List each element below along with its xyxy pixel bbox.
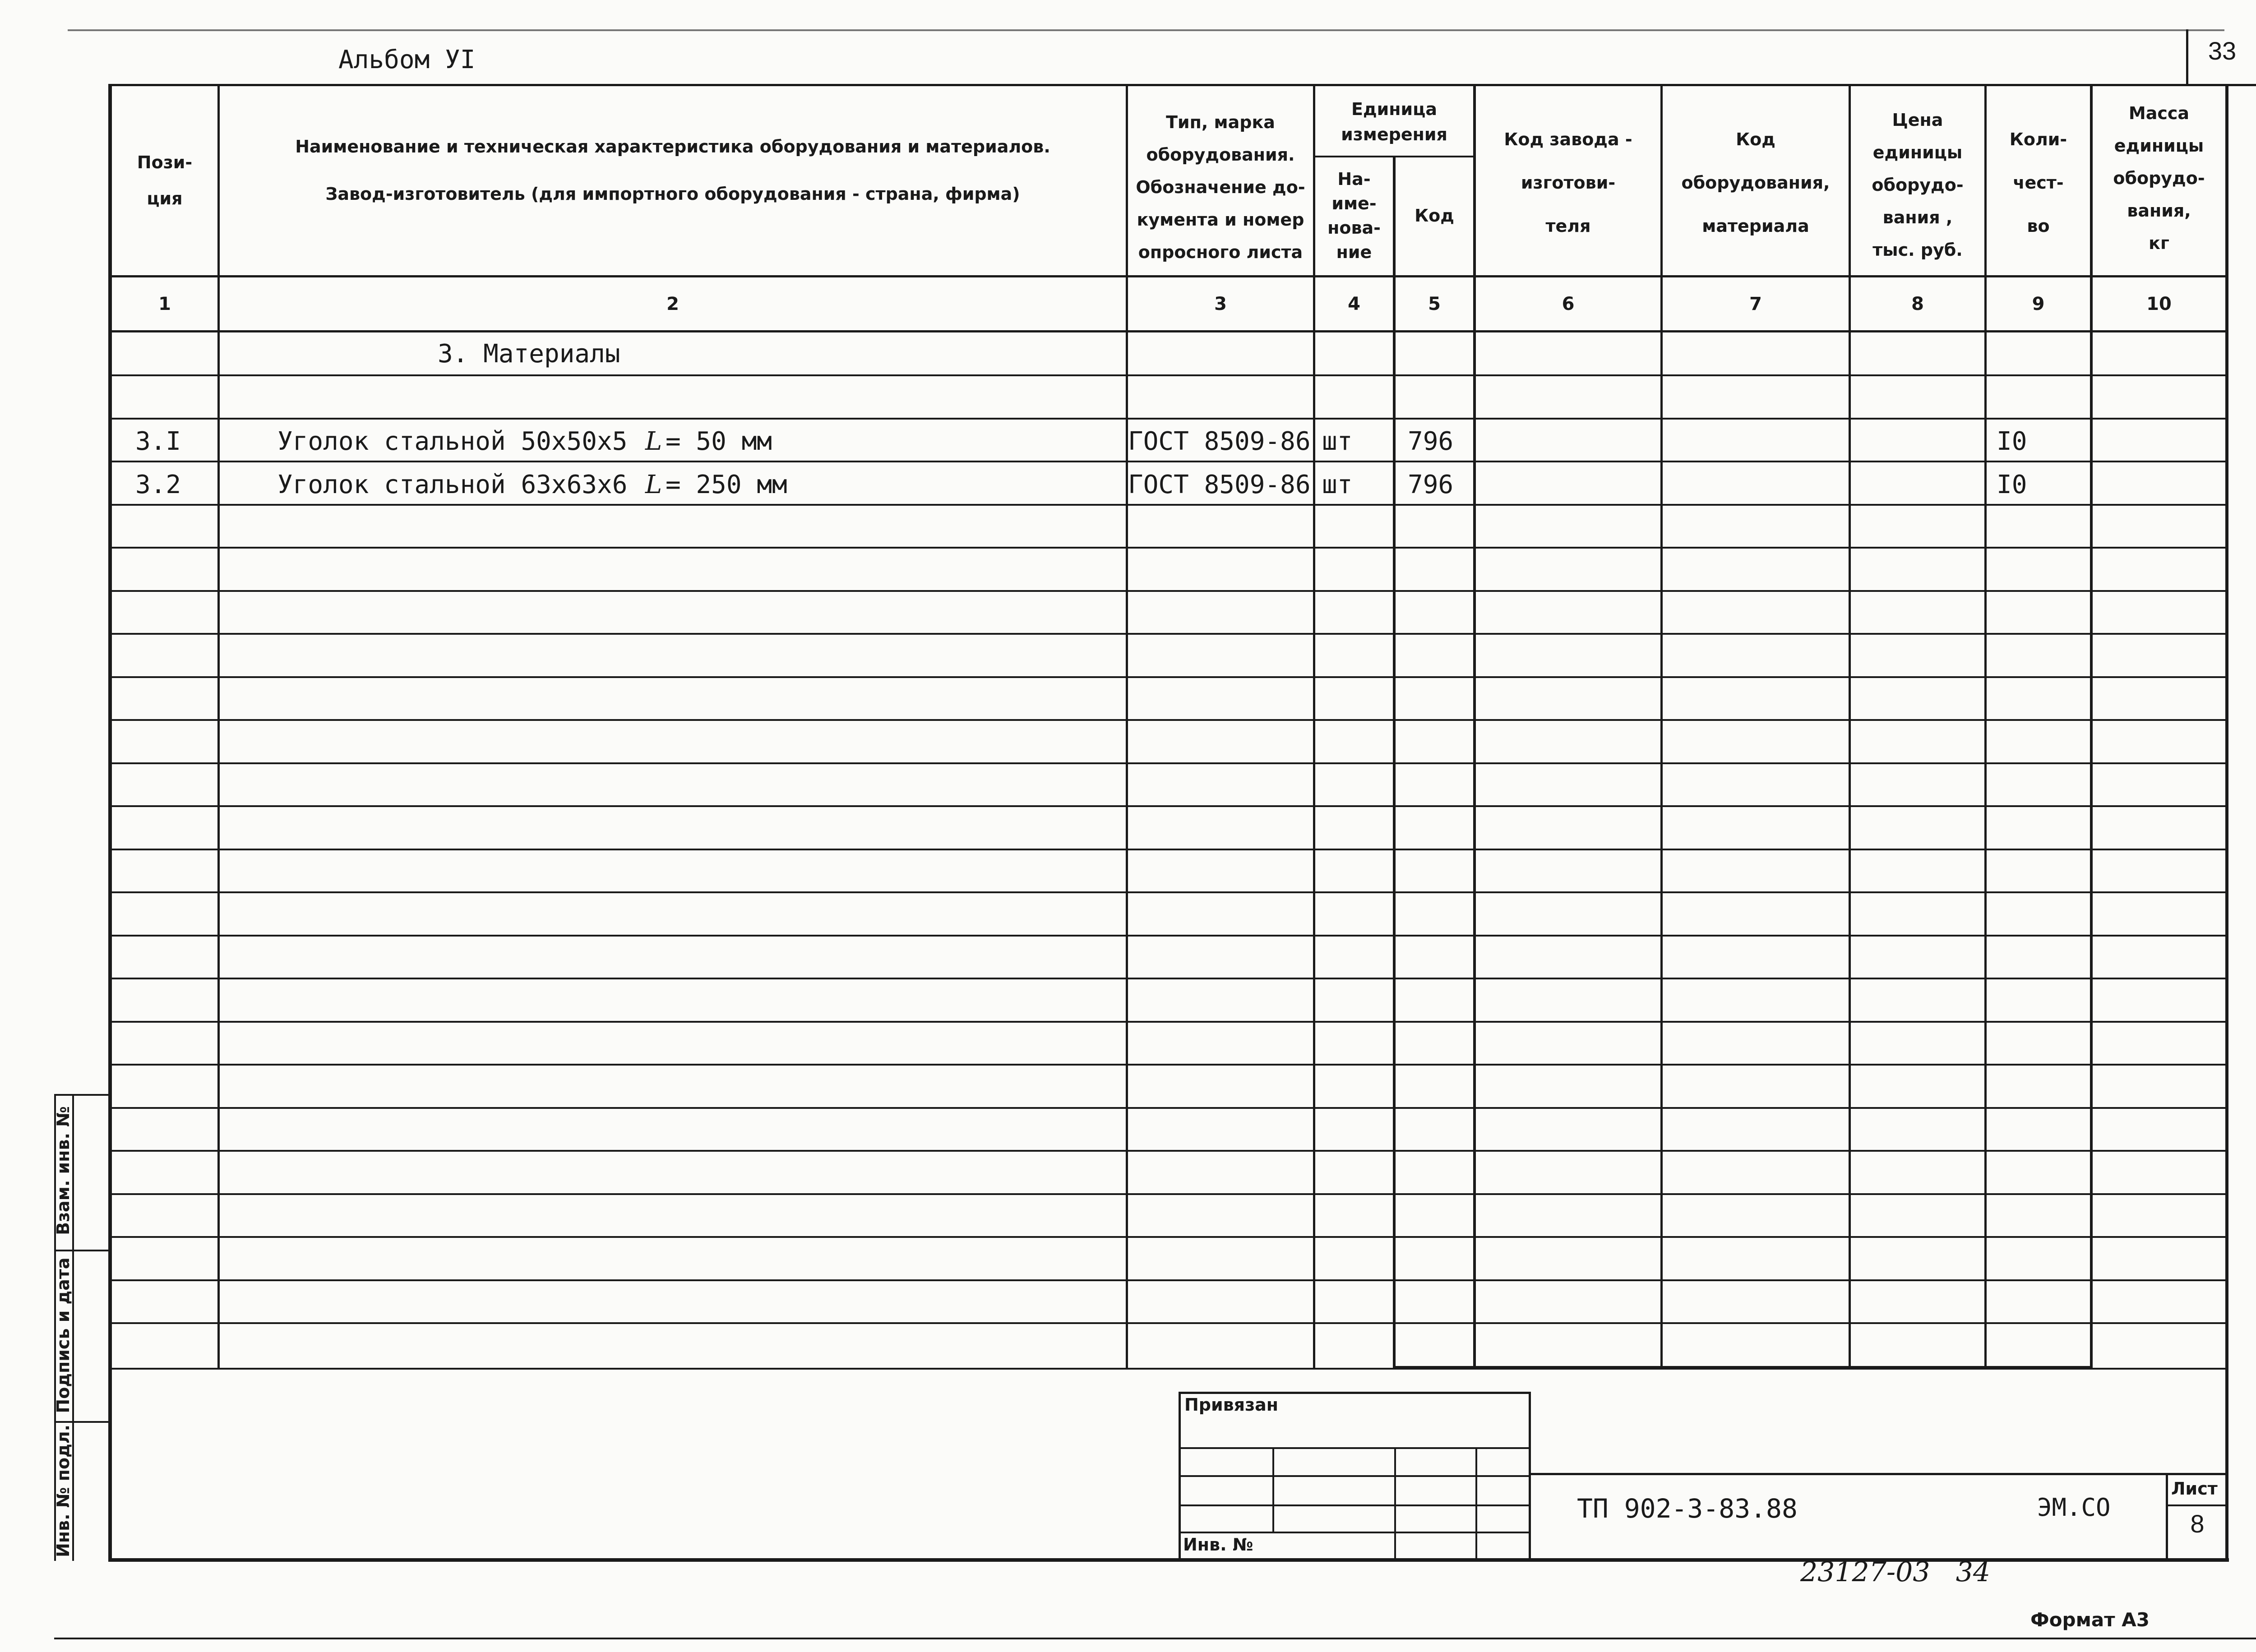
row-separator xyxy=(108,935,2227,937)
side-label-signature: Подпись и дата xyxy=(53,1257,73,1413)
header-position: Пози- ция xyxy=(137,152,193,208)
row-name: Уголок стальной 50x50x5 xyxy=(277,427,628,456)
row-separator xyxy=(108,590,2227,592)
section-title: 3. Материалы xyxy=(438,339,620,369)
row-separator xyxy=(108,1064,2227,1066)
header-unit-code: Код xyxy=(1415,205,1454,226)
row-document: ГОСТ 8509-86 xyxy=(1128,427,1311,456)
row-separator xyxy=(108,1150,2227,1152)
row-separator xyxy=(108,374,2227,376)
format-label: Формат А3 xyxy=(2030,1609,2150,1631)
side-label-vzam: Взам. инв. № xyxy=(53,1106,73,1235)
row-length: = 50 мм xyxy=(666,427,772,456)
col-num-6: 6 xyxy=(1562,293,1575,314)
archive-number: 23127-03 34 xyxy=(1800,1556,1991,1588)
row-separator xyxy=(108,1236,2227,1238)
col-num-8: 8 xyxy=(1911,293,1924,314)
row-separator xyxy=(108,978,2227,979)
sheet-label: Лист xyxy=(2171,1479,2218,1499)
col-num-1: 1 xyxy=(158,293,171,314)
document-code: ЭМ.СО xyxy=(2037,1493,2111,1522)
row-position: 3.2 xyxy=(135,470,181,499)
row-length-symbol: L xyxy=(645,427,662,456)
sheet-number: 8 xyxy=(2190,1509,2205,1538)
header-price: Цена единицы оборудо- вания , тыс. руб. xyxy=(1872,110,1964,260)
col-num-9: 9 xyxy=(2032,293,2045,314)
row-unit: шт xyxy=(1322,427,1353,456)
header-name-line2: Завод-изготовитель (для импортного оборудования - страна, фирма) xyxy=(325,184,1020,204)
document-designation: ТП 902-3-83.88 xyxy=(1577,1493,1798,1524)
side-label-inv-podl: Инв. № подл. xyxy=(53,1424,73,1558)
header-unit-name: На- име- нова- ние xyxy=(1327,169,1381,262)
row-separator xyxy=(108,1021,2227,1023)
row-separator xyxy=(108,1322,2227,1324)
col-num-4: 4 xyxy=(1348,293,1360,314)
row-unit-code: 796 xyxy=(1408,470,1454,499)
header-name-line1: Наименование и техническая характеристика оборудования и материалов. xyxy=(295,137,1050,157)
header-equipment-code: Код оборудования, материала xyxy=(1681,129,1830,236)
row-separator xyxy=(108,891,2227,893)
header-factory-code: Код завода - изготови- теля xyxy=(1504,129,1632,236)
col-num-5: 5 xyxy=(1428,293,1441,314)
row-separator xyxy=(108,719,2227,721)
row-length: = 250 мм xyxy=(666,470,787,499)
page-number: 33 xyxy=(2208,37,2237,65)
row-separator xyxy=(108,1193,2227,1195)
row-separator xyxy=(108,805,2227,807)
row-document: ГОСТ 8509-86 xyxy=(1128,470,1311,499)
row-quantity: I0 xyxy=(1997,427,2027,456)
col-num-10: 10 xyxy=(2146,293,2172,314)
col-num-7: 7 xyxy=(1749,293,1762,314)
header-type: Тип, марка оборудования. Обозначение до- кумента и номер опросного листа xyxy=(1136,112,1305,262)
row-unit: шт xyxy=(1322,470,1353,499)
row-separator xyxy=(108,762,2227,764)
col-num-3: 3 xyxy=(1214,293,1227,314)
header-mass: Масса единицы оборудо- вания, кг xyxy=(2113,103,2205,253)
row-name: Уголок стальной 63x63x6 xyxy=(277,470,628,499)
row-position: 3.I xyxy=(135,427,181,456)
header-unit-group: Единица измерения xyxy=(1341,99,1447,144)
album-label: Альбом УI xyxy=(338,45,476,74)
row-separator xyxy=(108,676,2227,678)
row-separator xyxy=(108,849,2227,850)
row-unit-code: 796 xyxy=(1408,427,1454,456)
row-separator xyxy=(108,1107,2227,1109)
row-separator xyxy=(108,633,2227,635)
row-separator xyxy=(108,418,2227,420)
row-length-symbol: L xyxy=(645,470,662,499)
row-separator xyxy=(108,547,2227,549)
col-num-2: 2 xyxy=(666,293,679,314)
row-quantity: I0 xyxy=(1997,470,2027,499)
inventory-number-label: Инв. № xyxy=(1183,1535,1253,1555)
header-quantity: Коли- чест- во xyxy=(2009,129,2067,236)
binding-label: Привязан xyxy=(1184,1395,1279,1415)
row-separator xyxy=(108,1279,2227,1281)
